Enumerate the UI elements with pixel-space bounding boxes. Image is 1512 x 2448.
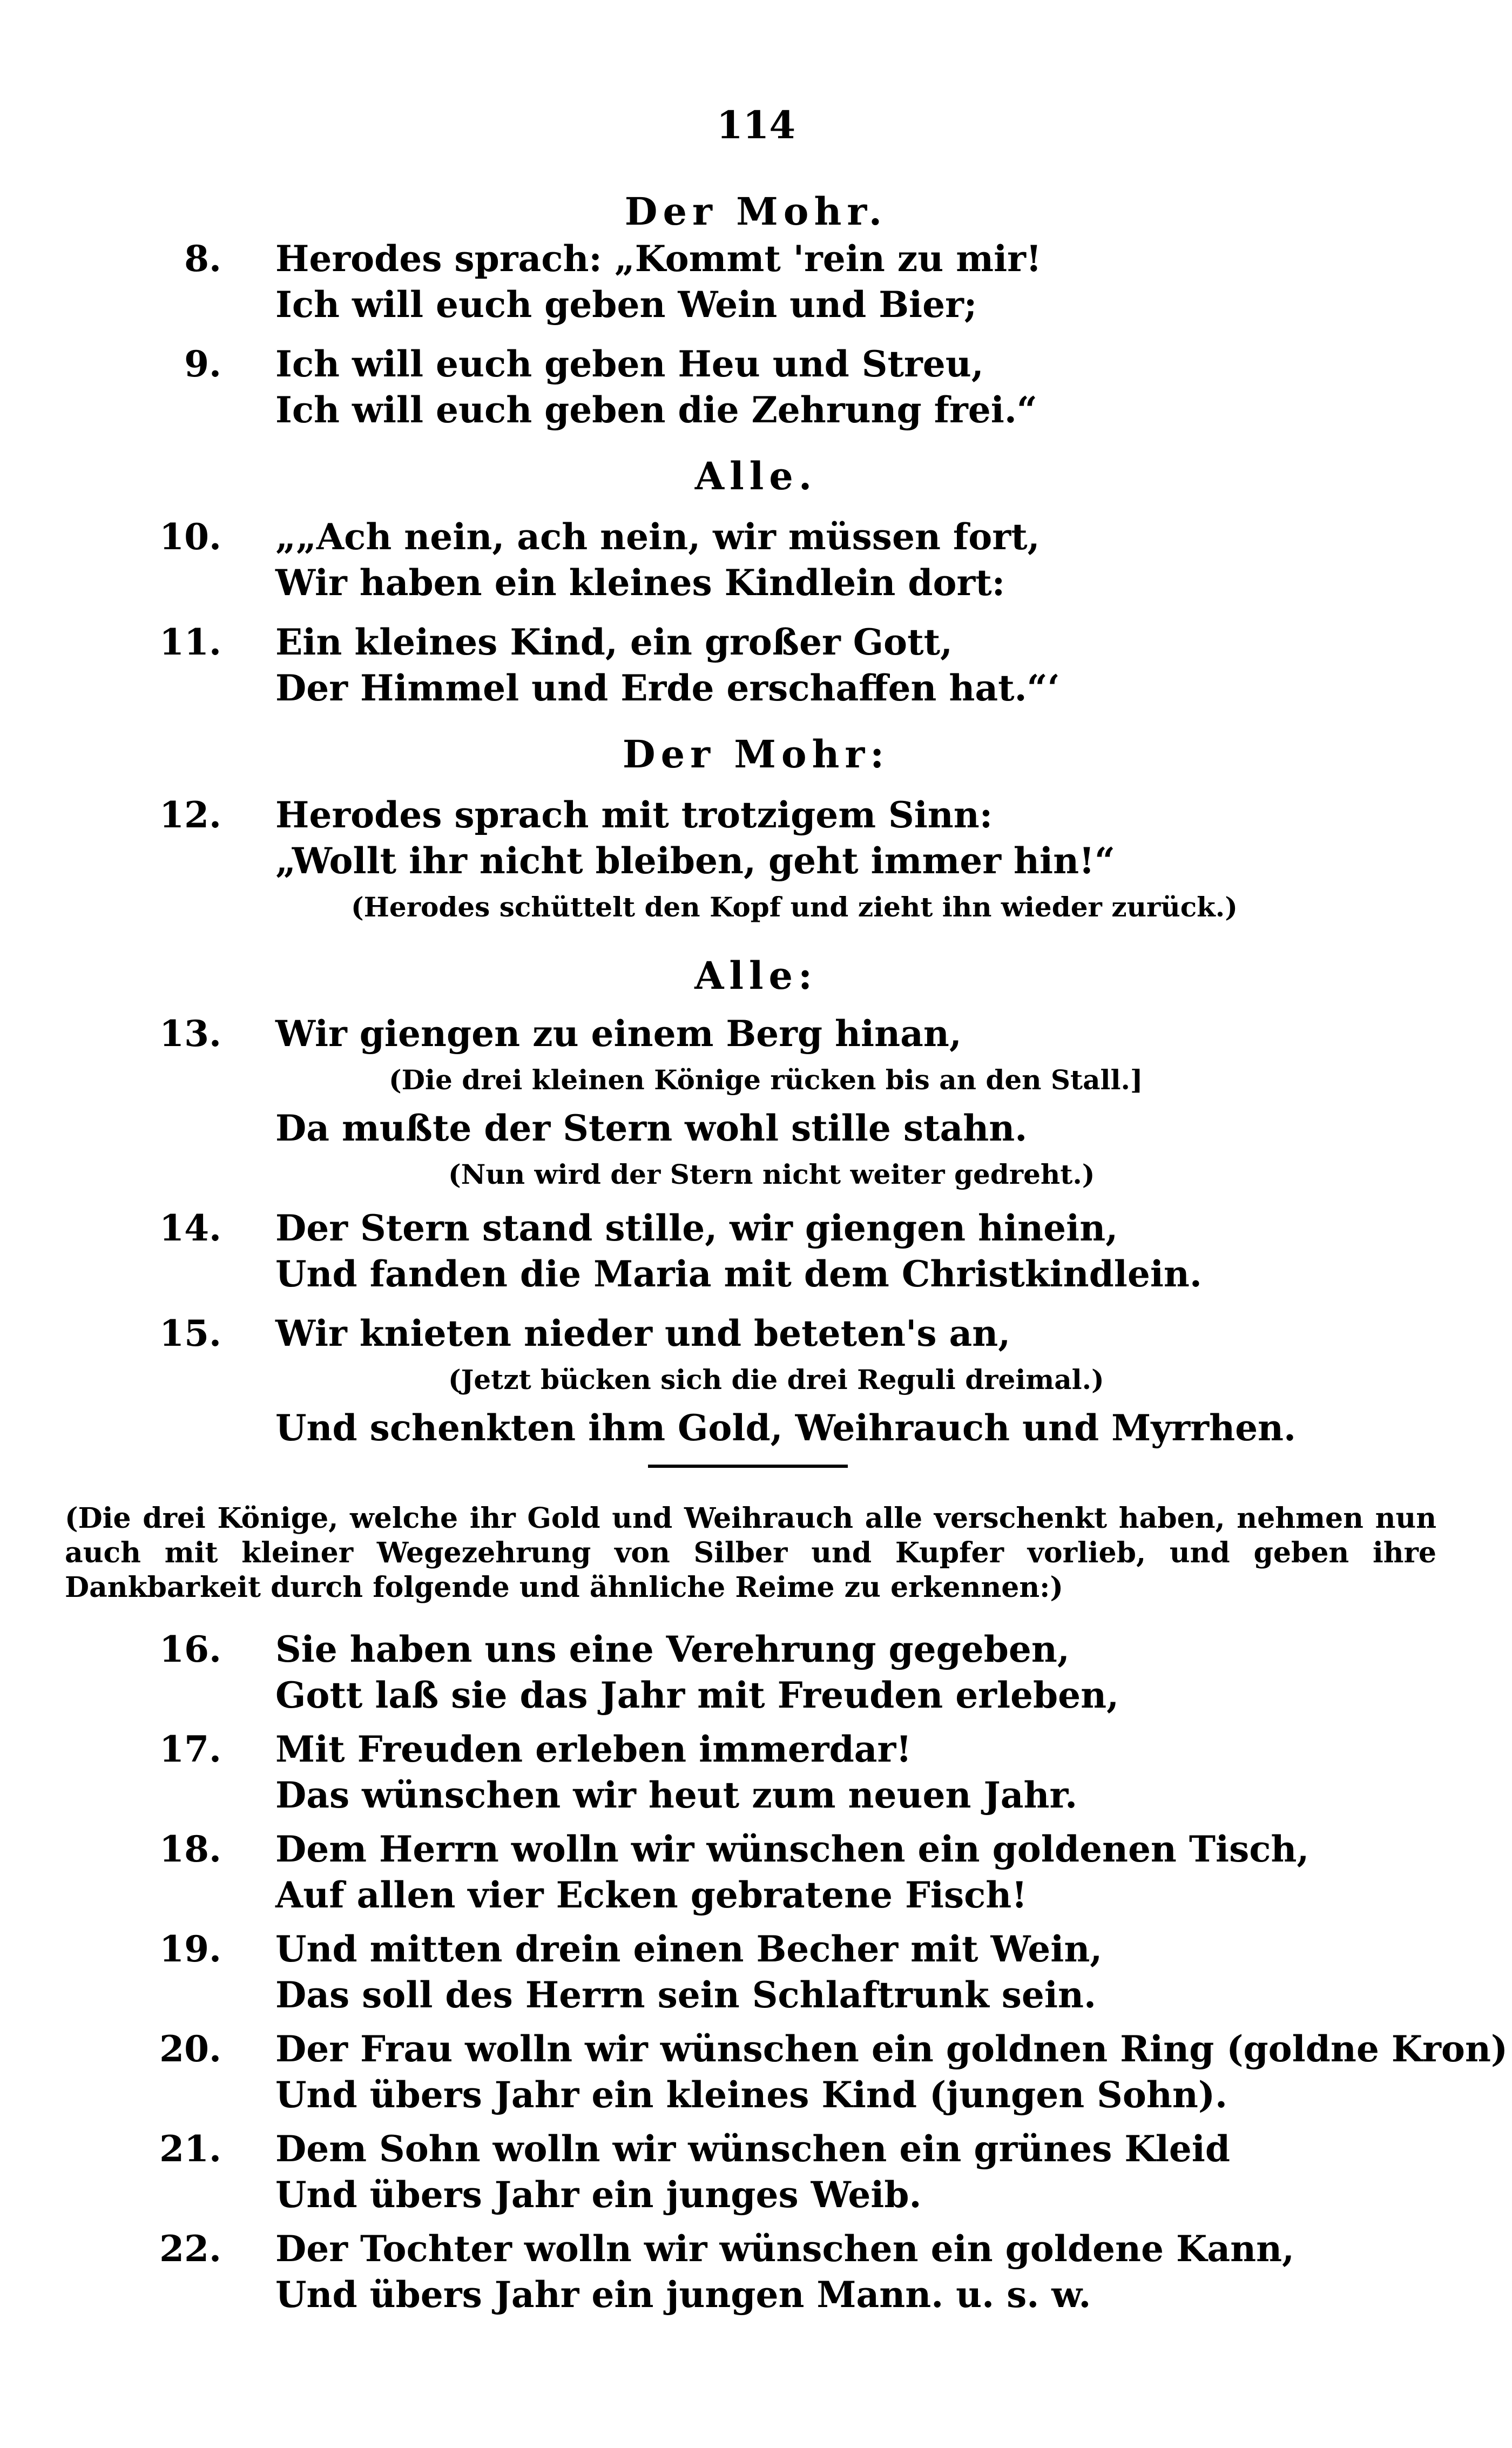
verse-line: Herodes sprach mit trotzigem Sinn: bbox=[275, 794, 993, 836]
verse-line: Dem Sohn wolln wir wünschen ein grünes Kleid bbox=[275, 2128, 1231, 2170]
verse-line: Wir knieten nieder und beteten's an, bbox=[275, 1312, 1011, 1354]
verse-number: 10. bbox=[159, 516, 221, 558]
verse-line: „Wollt ihr nicht bleiben, geht immer hin!“ bbox=[275, 840, 1115, 882]
verse-line: „„Ach nein, ach nein, wir müssen fort, bbox=[275, 516, 1040, 558]
stage-note: (Jetzt bücken sich die drei Reguli dreimal.) bbox=[448, 1364, 1104, 1395]
verse-line: Wir giengen zu einem Berg hinan, bbox=[275, 1013, 962, 1055]
verse-number: 14. bbox=[159, 1207, 221, 1249]
verse-number: 22. bbox=[159, 2228, 221, 2270]
page-number: 114 bbox=[716, 103, 796, 147]
stage-direction-paragraph: (Die drei Könige, welche ihr Gold und Weihrauch alle verschenkt haben, nehmen nun auch mit kleiner Wegezehrung von Silber und Kupfer vorlieb, und geben ihre Dankbarkeit durch folgende und ähnliche Reime zu erkennen:) bbox=[65, 1502, 1436, 1604]
verse-line: Der Stern stand stille, wir giengen hinein, bbox=[275, 1207, 1118, 1249]
verse-number: 8. bbox=[184, 238, 221, 280]
speaker-heading-alle: Alle: bbox=[694, 953, 818, 998]
verse-line: Ein kleines Kind, ein großer Gott, bbox=[275, 621, 953, 663]
speaker-heading-alle: Alle. bbox=[694, 454, 818, 498]
verse-number: 12. bbox=[159, 794, 221, 836]
verse-number: 17. bbox=[159, 1728, 221, 1770]
verse-line: Gott laß sie das Jahr mit Freuden erleben, bbox=[275, 1674, 1119, 1716]
verse-line: Der Himmel und Erde erschaffen hat.“‘ bbox=[275, 667, 1060, 709]
verse-line: Der Frau wolln wir wünschen ein goldnen Ring (goldne Kron) bbox=[275, 2028, 1508, 2070]
stage-note: (Herodes schüttelt den Kopf und zieht ihn wieder zurück.) bbox=[351, 891, 1238, 923]
verse-number: 21. bbox=[159, 2128, 221, 2170]
verse-line: Ich will euch geben die Zehrung frei.“ bbox=[275, 389, 1037, 431]
verse-number: 9. bbox=[184, 343, 221, 385]
verse-number: 19. bbox=[159, 1928, 221, 1970]
verse-number: 11. bbox=[159, 621, 221, 663]
verse-line: Das soll des Herrn sein Schlaftrunk sein. bbox=[275, 1974, 1096, 2016]
verse-line: Wir haben ein kleines Kindlein dort: bbox=[275, 562, 1005, 604]
verse-line: Da mußte der Stern wohl stille stahn. bbox=[275, 1107, 1028, 1149]
verse-line: Das wünschen wir heut zum neuen Jahr. bbox=[275, 1774, 1078, 1816]
verse-number: 18. bbox=[159, 1828, 221, 1870]
verse-line: Dem Herrn wolln wir wünschen ein goldenen Tisch, bbox=[275, 1828, 1310, 1870]
speaker-heading-mohr: Der Mohr: bbox=[622, 732, 890, 777]
stage-note: (Die drei kleinen Könige rücken bis an den Stall.] bbox=[389, 1064, 1143, 1096]
verse-line: Der Tochter wolln wir wünschen ein goldene Kann, bbox=[275, 2228, 1295, 2270]
verse-line: Und übers Jahr ein jungen Mann. u. s. w. bbox=[275, 2274, 1091, 2316]
verse-line: Mit Freuden erleben immerdar! bbox=[275, 1728, 912, 1770]
speaker-heading-mohr: Der Mohr. bbox=[624, 189, 888, 234]
verse-number: 16. bbox=[159, 1628, 221, 1670]
verse-line: Auf allen vier Ecken gebratene Fisch! bbox=[275, 1874, 1028, 1916]
verse-line: Und übers Jahr ein junges Weib. bbox=[275, 2174, 922, 2216]
verse-line: Ich will euch geben Heu und Streu, bbox=[275, 343, 984, 385]
verse-line: Und übers Jahr ein kleines Kind (jungen Sohn). bbox=[275, 2074, 1228, 2116]
verse-line: Herodes sprach: „Kommt 'rein zu mir! bbox=[275, 238, 1042, 280]
verse-number: 15. bbox=[159, 1312, 221, 1354]
verse-line: Und mitten drein einen Becher mit Wein, bbox=[275, 1928, 1103, 1970]
section-divider bbox=[648, 1465, 848, 1468]
verse-line: Und fanden die Maria mit dem Christkindlein. bbox=[275, 1253, 1202, 1295]
stage-note: (Nun wird der Stern nicht weiter gedreht.) bbox=[448, 1158, 1095, 1190]
verse-line: Sie haben uns eine Verehrung gegeben, bbox=[275, 1628, 1070, 1670]
verse-number: 13. bbox=[159, 1013, 221, 1055]
verse-number: 20. bbox=[159, 2028, 221, 2070]
verse-line: Ich will euch geben Wein und Bier; bbox=[275, 284, 977, 326]
verse-line: Und schenkten ihm Gold, Weihrauch und Myrrhen. bbox=[275, 1407, 1297, 1449]
